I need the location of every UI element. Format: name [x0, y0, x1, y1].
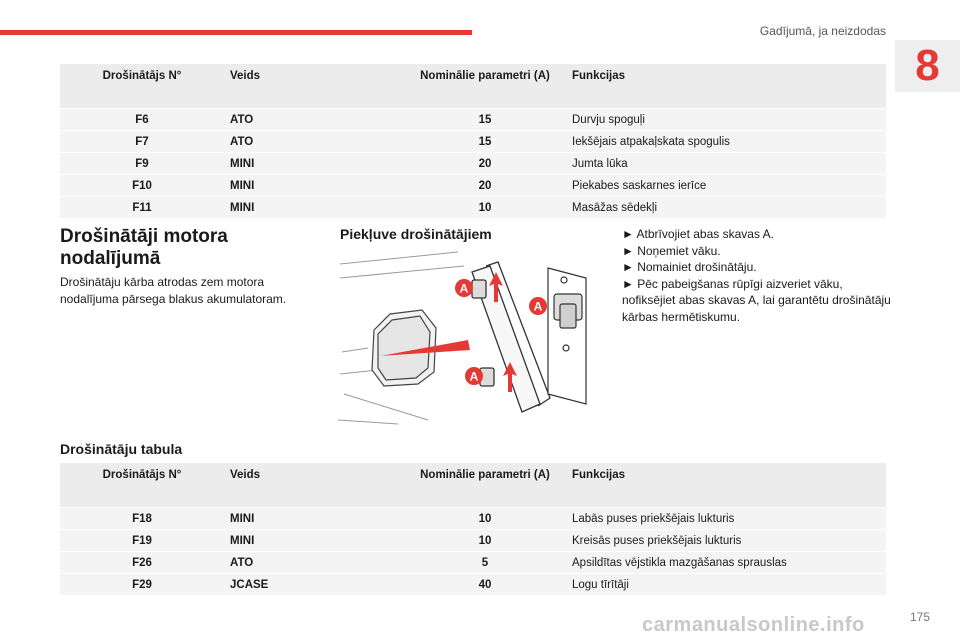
cell-type: MINI — [224, 530, 404, 552]
fuse-box-illustration — [338, 244, 600, 426]
table-row — [60, 508, 886, 530]
table-header-row — [60, 463, 886, 508]
section-title: Drošinātāji motora nodalījumā — [60, 226, 228, 269]
fuse-table-top — [60, 64, 886, 219]
header-function: Funkcijas — [566, 64, 886, 109]
table-header-row — [60, 64, 886, 109]
cell-type: ATO — [224, 109, 404, 131]
cell-function: Piekabes saskarnes ierīce — [566, 175, 886, 197]
cell-rating: 10 — [404, 530, 566, 552]
cell-function: Iekšējais atpakaļskata spogulis — [566, 131, 886, 153]
watermark: carmanualsonline.info — [642, 614, 865, 636]
cell-rating: 15 — [404, 131, 566, 153]
access-title: Piekļuve drošinātājiem — [340, 226, 492, 242]
table-row — [60, 552, 886, 574]
header-accent-bar — [0, 30, 472, 35]
cell-function: Labās puses priekšējais lukturis — [566, 508, 886, 530]
cell-type: MINI — [224, 153, 404, 175]
cell-type: MINI — [224, 508, 404, 530]
cell-fuse: F6 — [60, 109, 224, 131]
step-item: ► Nomainiet drošinātāju. — [622, 260, 757, 274]
cell-type: MINI — [224, 197, 404, 219]
header-rating: Nominālie parametri (A) — [404, 463, 566, 508]
marker-a-2 — [529, 297, 547, 315]
step-item: ► Noņemiet vāku. — [622, 243, 721, 258]
table-row — [60, 530, 886, 552]
cell-rating: 15 — [404, 109, 566, 131]
header-type: Veids — [224, 64, 404, 109]
cell-fuse: F7 — [60, 131, 224, 153]
page-number: 175 — [909, 610, 930, 624]
cell-function: Apsildītas vējstikla mazgāšanas sprauslas — [566, 552, 886, 574]
table-row — [60, 109, 886, 131]
marker-a-3-label: A — [469, 369, 479, 384]
cell-rating: 10 — [404, 508, 566, 530]
cell-fuse: F18 — [60, 508, 224, 530]
chapter-title: Gadījumā, ja neizdodas — [759, 24, 886, 38]
header-function: Funkcijas — [566, 463, 886, 508]
table-row — [60, 175, 886, 197]
cell-rating: 5 — [404, 552, 566, 574]
table-row — [60, 131, 886, 153]
chapter-tab — [895, 40, 960, 92]
marker-a-3 — [465, 367, 483, 385]
table-row — [60, 153, 886, 175]
cell-function: Masāžas sēdekļi — [566, 197, 886, 219]
cell-type: MINI — [224, 175, 404, 197]
cell-fuse: F11 — [60, 197, 224, 219]
marker-a-2-label: A — [533, 299, 543, 314]
fuse-table-title: Drošinātāju tabula — [60, 441, 183, 457]
cell-rating: 40 — [404, 574, 566, 596]
cell-rating: 10 — [404, 197, 566, 219]
marker-a-1 — [455, 279, 473, 297]
cell-fuse: F19 — [60, 530, 224, 552]
cell-function: Jumta lūka — [566, 153, 886, 175]
header-type: Veids — [224, 463, 404, 508]
header-fuse-no: Drošinātājs N° — [60, 64, 224, 109]
cell-fuse: F26 — [60, 552, 224, 574]
header-rating: Nominālie parametri (A) — [404, 64, 566, 109]
cell-function: Durvju spoguļi — [566, 109, 886, 131]
cell-fuse: F10 — [60, 175, 224, 197]
cell-fuse: F9 — [60, 153, 224, 175]
cell-rating: 20 — [404, 175, 566, 197]
cell-fuse: F29 — [60, 574, 224, 596]
access-steps — [622, 226, 892, 325]
cell-type: JCASE — [224, 574, 404, 596]
chapter-number: 8 — [915, 41, 940, 90]
header-fuse-no: Drošinātājs N° — [60, 463, 224, 508]
cell-rating: 20 — [404, 153, 566, 175]
step-item: ► Atbrīvojiet abas skavas A. — [622, 227, 774, 241]
cell-type: ATO — [224, 131, 404, 153]
fuse-table-bottom — [60, 463, 886, 596]
cell-function: Logu tīrītāji — [566, 574, 886, 596]
table-row — [60, 574, 886, 596]
cell-type: ATO — [224, 552, 404, 574]
section-description: Drošinātāju kārba atrodas zem motora nodalījuma pārsega blakus akumulatoram. — [60, 275, 287, 306]
marker-a-1-label: A — [459, 281, 469, 296]
step-item: ► Pēc pabeigšanas rūpīgi aizveriet vāku, nofiksējiet abas skavas A, lai garantētu drošinātāju kārbas hermētiskumu. — [622, 276, 891, 324]
cell-function: Kreisās puses priekšējais lukturis — [566, 530, 886, 552]
table-row — [60, 197, 886, 219]
